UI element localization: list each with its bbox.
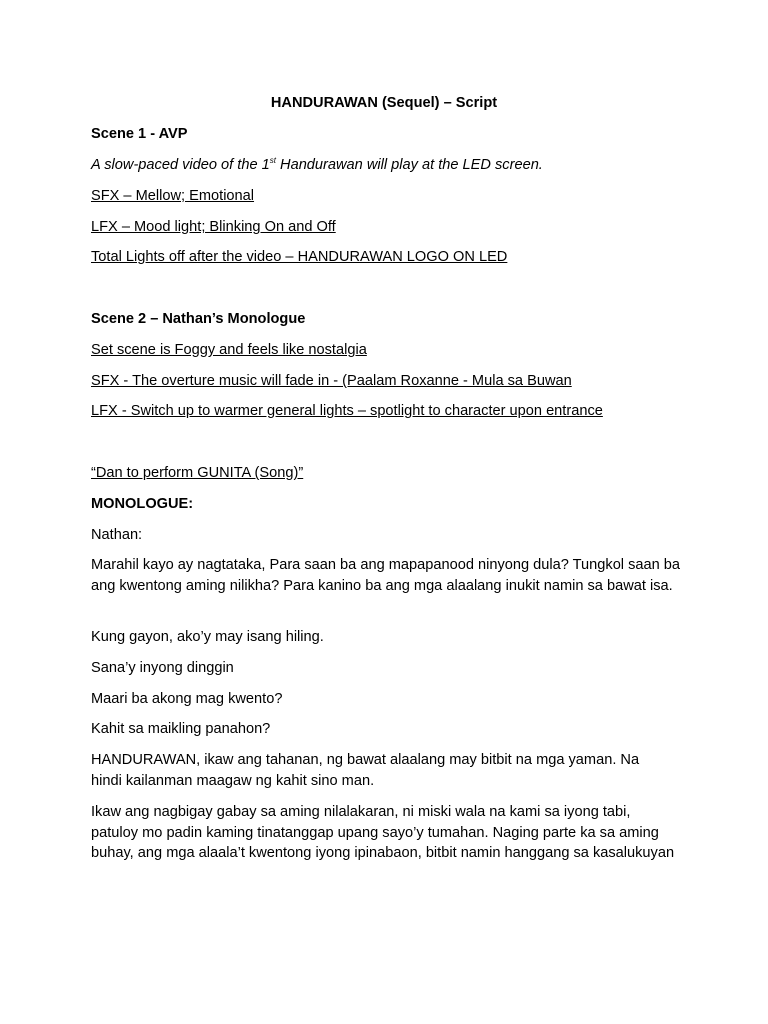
ordinal-suffix: st bbox=[269, 156, 276, 166]
document-title: HANDURAWAN (Sequel) – Script bbox=[270, 95, 498, 111]
monologue-paragraph: Maari ba akong mag kwento? bbox=[91, 691, 283, 707]
scene-2-heading: Scene 2 – Nathan’s Monologue bbox=[91, 311, 306, 327]
monologue-paragraph: Kung gayon, ako’y may isang hiling. bbox=[91, 629, 324, 645]
scene-2-set: Set scene is Foggy and feels like nostalgia bbox=[91, 342, 367, 358]
scene-1-lights: Total Lights off after the video – HANDURAWAN LOGO ON LED bbox=[91, 249, 508, 265]
monologue-paragraph: Ikaw ang nagbigay gabay sa aming nilalakaran, ni miski wala na kami sa iyong tabi, patuloy mo padin kaming tinatanggap upang sayo’y tumahan. Naging parte ka sa aming buhay, ang mga alaala’t kwentong iyong ipinabaon, bitbit namin hanggang sa kasalukuyan bbox=[91, 804, 675, 861]
scene-1-description bbox=[91, 155, 691, 176]
speaker-name: Nathan: bbox=[91, 527, 143, 543]
monologue-paragraph: Sana’y inyong dinggin bbox=[91, 660, 234, 676]
scene-2-lfx: LFX - Switch up to warmer general lights – spotlight to character upon entrance bbox=[91, 403, 603, 419]
song-note: “Dan to perform GUNITA (Song)” bbox=[91, 465, 304, 481]
scene-1-description-end: Handurawan will play at the LED screen. bbox=[275, 157, 543, 173]
scene-1-heading: Scene 1 - AVP bbox=[91, 126, 188, 142]
monologue-heading: MONOLOGUE: bbox=[91, 496, 194, 512]
scene-1-description-start: A slow-paced video of the 1 bbox=[91, 157, 270, 173]
monologue-paragraph: HANDURAWAN, ikaw ang tahanan, ng bawat alaalang may bitbit na mga yaman. Na hindi kailanman maagaw ng kahit sino man. bbox=[91, 752, 640, 789]
scene-1-sfx: SFX – Mellow; Emotional bbox=[91, 188, 255, 204]
monologue-paragraph: Marahil kayo ay nagtataka, Para saan ba ang mapapanood ninyong dula? Tungkol saan ba ang kwentong aming nilikha? Para kanino ba ang mga alaalang inukit namin sa bawat isa. bbox=[91, 557, 681, 594]
scene-1-lfx: LFX – Mood light; Blinking On and Off bbox=[91, 219, 336, 235]
scene-2-sfx: SFX - The overture music will fade in - (Paalam Roxanne - Mula sa Buwan bbox=[91, 373, 572, 389]
monologue-paragraph: Kahit sa maikling panahon? bbox=[91, 721, 271, 737]
